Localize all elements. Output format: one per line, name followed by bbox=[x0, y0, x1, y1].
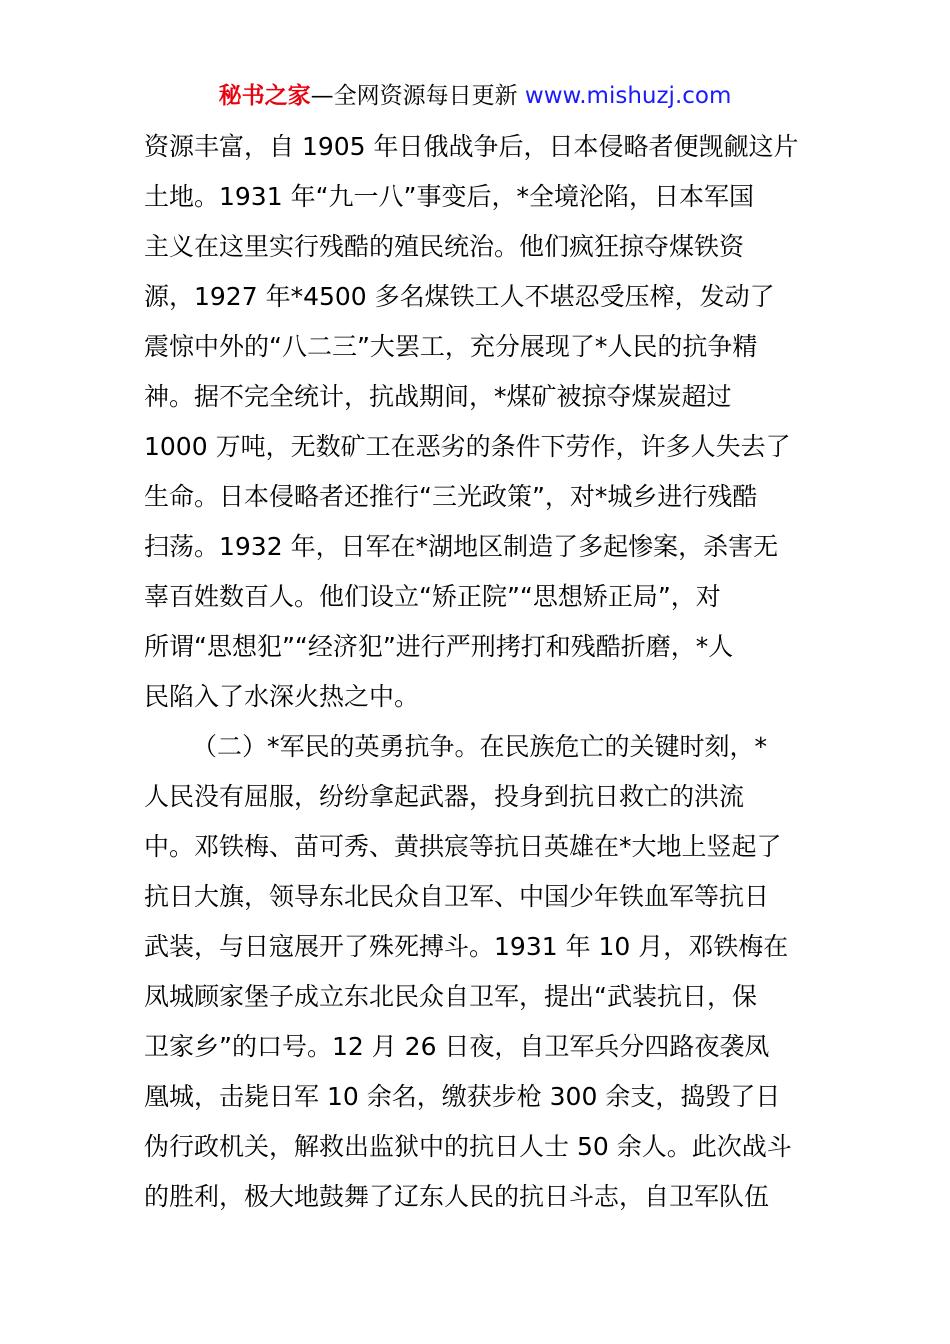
body-text bbox=[144, 122, 808, 1222]
text-line: 凰城，击毙日军 10 余名，缴获步枪 300 余支，捣毁了日 bbox=[144, 1082, 781, 1111]
text-line: 1000 万吨，无数矿工在恶劣的条件下劳作，许多人失去了 bbox=[144, 432, 791, 461]
text-line: 扫荡。1932 年，日军在*湖地区制造了多起惨案，杀害无 bbox=[144, 532, 779, 561]
page-header bbox=[0, 80, 950, 112]
text-line: 人民没有屈服，纷纷拿起武器，投身到抗日救亡的洪流 bbox=[144, 782, 745, 811]
brand-name: 秘书之家 bbox=[218, 83, 311, 109]
header-url-link[interactable]: www.mishuzj.com bbox=[524, 83, 732, 109]
text-line: 民陷入了水深火热之中。 bbox=[144, 682, 420, 711]
text-line: 抗日大旗，领导东北民众自卫军、中国少年铁血军等抗日 bbox=[144, 882, 770, 911]
text-line: 资源丰富，自 1905 年日俄战争后，日本侵略者便觊觎这片 bbox=[144, 132, 799, 161]
text-line: 主义在这里实行残酷的殖民统治。他们疯狂掠夺煤铁资 bbox=[144, 232, 745, 261]
text-line: 凤城顾家堡子成立东北民众自卫军，提出“武装抗日，保 bbox=[144, 982, 757, 1011]
text-line: 生命。日本侵略者还推行“三光政策”，对*城乡进行残酷 bbox=[144, 482, 758, 511]
text-line: 源，1927 年*4500 多名煤铁工人不堪忍受压榨，发动了 bbox=[144, 282, 775, 311]
text-line: 伪行政机关，解救出监狱中的抗日人士 50 余人。此次战斗 bbox=[144, 1132, 792, 1161]
text-line: 辜百姓数百人。他们设立“矫正院”“思想矫正局”，对 bbox=[144, 582, 721, 611]
header-tagline: —全网资源每日更新 bbox=[310, 83, 525, 109]
text-line: 震惊中外的“八二三”大罢工，充分展现了*人民的抗争精 bbox=[144, 332, 758, 361]
text-line: 神。据不完全统计，抗战期间，*煤矿被掠夺煤炭超过 bbox=[144, 382, 732, 411]
text-line: 武装，与日寇展开了殊死搏斗。1931 年 10 月，邓铁梅在 bbox=[144, 932, 789, 961]
text-line: 的胜利，极大地鼓舞了辽东人民的抗日斗志，自卫军队伍 bbox=[144, 1182, 770, 1211]
section-heading-line: （二）*军民的英勇抗争。在民族危亡的关键时刻，* bbox=[192, 732, 768, 761]
text-line: 土地。1931 年“九一八”事变后，*全境沦陷，日本军国 bbox=[144, 182, 754, 211]
text-line: 卫家乡”的口号。12 月 26 日夜，自卫军兵分四路夜袭凤 bbox=[144, 1032, 770, 1061]
text-line: 中。邓铁梅、苗可秀、黄拱宸等抗日英雄在*大地上竖起了 bbox=[144, 832, 782, 861]
text-line: 所谓“思想犯”“经济犯”进行严刑拷打和残酷折磨，*人 bbox=[144, 632, 734, 661]
